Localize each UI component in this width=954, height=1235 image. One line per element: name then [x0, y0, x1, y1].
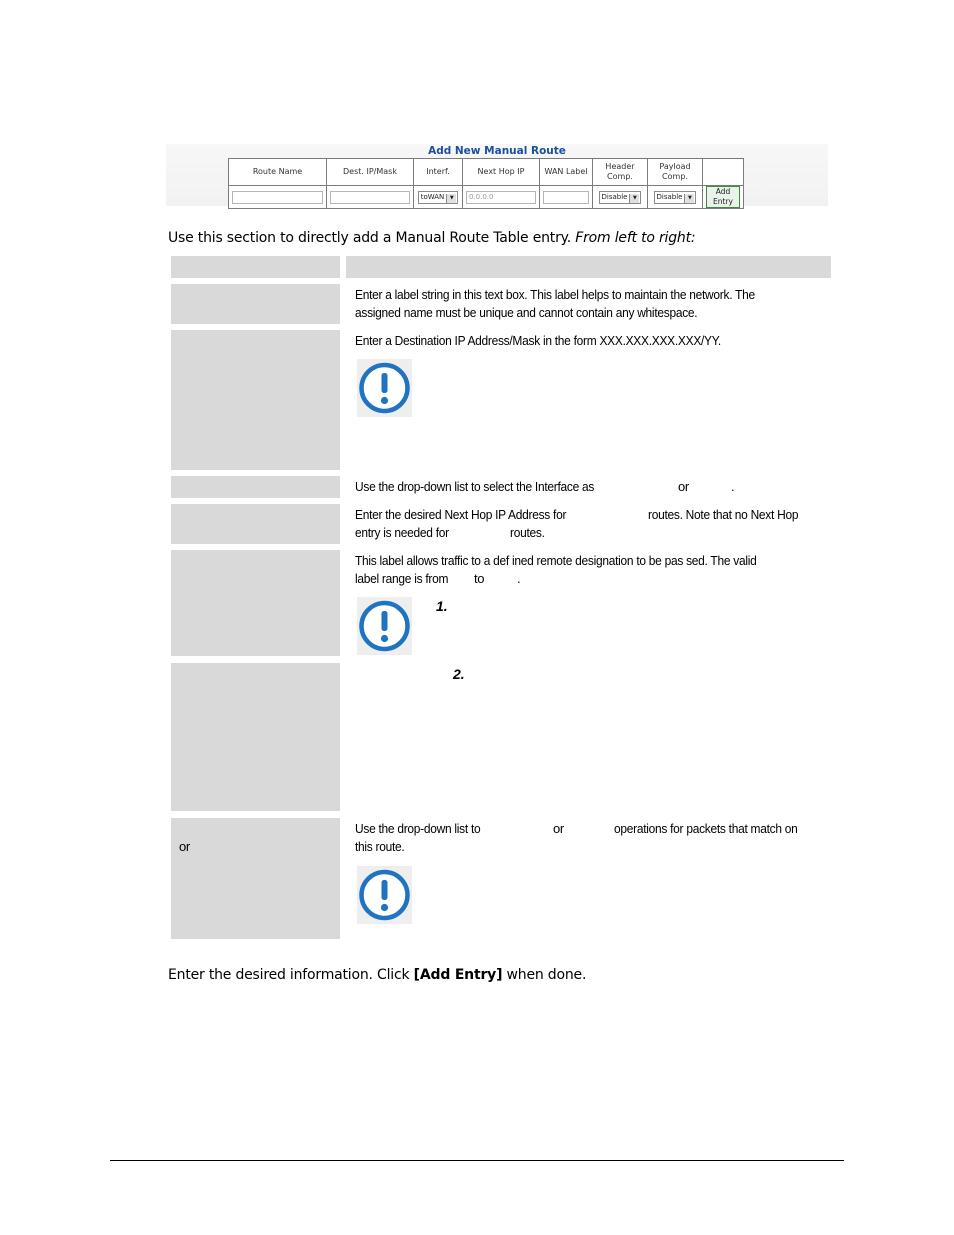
col-interface: Interf.: [414, 159, 463, 186]
compression-description: Use the drop-down list to: [355, 821, 481, 836]
header-comp-select[interactable]: Disable ▼: [599, 191, 642, 204]
intro-paragraph: Use this section to directly add a Manual Route Table entry. From left to right:: [168, 230, 696, 246]
add-entry-button[interactable]: Add Entry: [706, 186, 740, 208]
dest-ip-input[interactable]: [330, 191, 410, 204]
compression-description-c: this route.: [355, 839, 405, 854]
row-label-compression: [171, 818, 340, 939]
col-action: [703, 159, 744, 186]
footer-rule: [110, 1160, 844, 1161]
compression-or: or: [553, 821, 564, 836]
caution-icon: [357, 359, 412, 417]
next-hop-input[interactable]: 0.0.0.0: [466, 191, 536, 204]
interface-description: Use the drop-down list to select the Interface as: [355, 479, 595, 494]
wan-label-to: to: [474, 571, 485, 586]
col-next-hop: Next Hop IP: [463, 159, 540, 186]
row-label-dest-ip: [171, 330, 340, 470]
next-hop-description: Enter the desired Next Hop IP Address for: [355, 507, 567, 522]
next-hop-description-c: entry is needed for: [355, 525, 449, 540]
interface-select[interactable]: toWAN ▼: [418, 191, 459, 204]
interface-period: .: [731, 479, 735, 494]
col-wan-label: WAN Label: [540, 159, 593, 186]
compression-description-b: operations for packets that match on: [614, 821, 798, 836]
chevron-down-icon: ▼: [684, 194, 694, 203]
col-header-comp: Header Comp.: [593, 159, 648, 186]
chevron-down-icon: ▼: [446, 194, 456, 203]
wan-label-range: label range is from: [355, 571, 449, 586]
dest-ip-description: Enter a Destination IP Address/Mask in the form XXX.XXX.XXX.XXX/YY.: [355, 333, 721, 348]
caution-icon: [357, 866, 412, 924]
row-label-wan-label-cont: [171, 663, 340, 811]
col-payload-comp: Payload Comp.: [648, 159, 703, 186]
payload-comp-select[interactable]: Disable ▼: [654, 191, 697, 204]
col-route-name: Route Name: [229, 159, 327, 186]
table-header-right: [346, 256, 831, 278]
wan-label-description: This label allows traffic to a def ined remote designation to be pas sed. The valid: [355, 553, 757, 568]
caution-icon: [357, 597, 412, 655]
instruction-paragraph: Enter the desired information. Click [Add Entry] when done.: [168, 967, 587, 983]
col-dest-ip: Dest. IP/Mask: [327, 159, 414, 186]
route-name-description: Enter a label string in this text box. This label helps to maintain the network. The assigned name must be unique and cannot contain any whitespace.: [355, 287, 755, 320]
table-header-left: [171, 256, 340, 278]
next-hop-description-b: routes. Note that no Next Hop: [648, 507, 799, 522]
row-label-next-hop: [171, 504, 340, 544]
row-label-route-name: [171, 284, 340, 324]
chevron-down-icon: ▼: [629, 194, 639, 203]
row-label-interface: [171, 476, 340, 498]
route-name-input[interactable]: [232, 191, 323, 204]
row-label-wan-label: [171, 550, 340, 656]
form-title: Add New Manual Route: [428, 145, 566, 157]
note-number-2: 2.: [453, 666, 465, 682]
next-hop-routes: routes.: [510, 525, 545, 540]
note-number-1: 1.: [436, 598, 448, 614]
wan-label-period: .: [517, 571, 521, 586]
interface-or: or: [678, 479, 689, 494]
add-route-form-table: [228, 158, 744, 209]
compression-label-or: or: [179, 839, 190, 854]
wan-label-input[interactable]: [543, 191, 589, 204]
